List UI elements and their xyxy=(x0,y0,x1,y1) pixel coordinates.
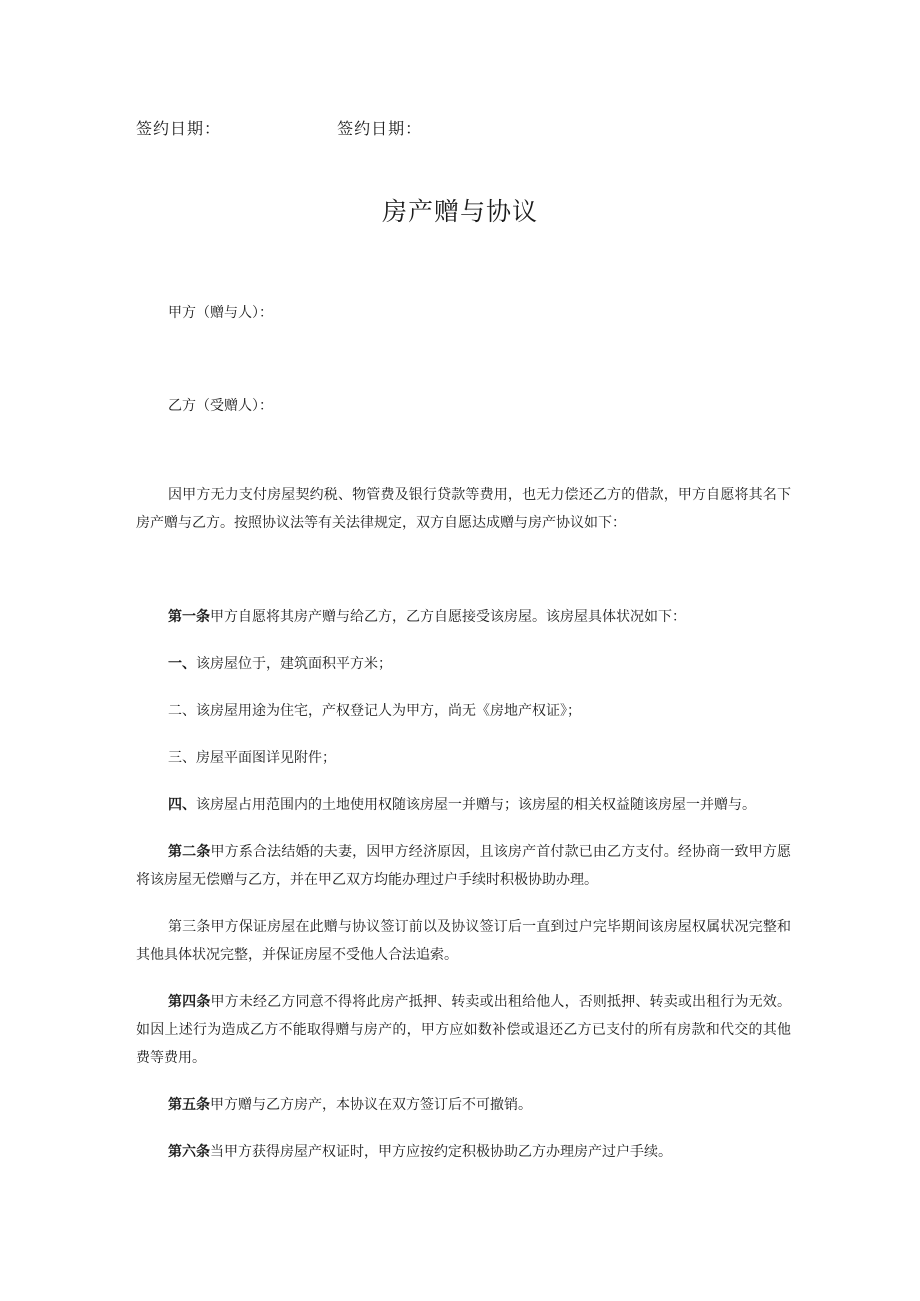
clause-text: 三、房屋平面图详见附件； xyxy=(168,750,336,766)
intro-section xyxy=(136,481,791,537)
clause-text: 该房屋位于，建筑面积平方米； xyxy=(196,656,392,672)
sign-date-a: 签约日期： xyxy=(136,119,222,138)
clause-label: 第一条 xyxy=(168,609,210,625)
clause-label: 一、 xyxy=(168,656,196,672)
clause-text: 甲方系合法结婚的夫妻，因甲方经济原因，且该房产首付款已由乙方支付。经协商一致甲方愿将该房屋无偿赠与乙方，并在甲乙双方均能办理过户手续时积极协助办理。 xyxy=(136,844,792,888)
party-a-label: 甲方（赠与人）： xyxy=(168,305,273,321)
intro-paragraph: 因甲方无力支付房屋契约税、物管费及银行贷款等费用，也无力偿还乙方的借款，甲方自愿将其名下房产赠与乙方。按照协议法等有关法律规定，双方自愿达成赠与房产协议如下： xyxy=(136,487,791,531)
sign-date-row xyxy=(136,116,422,139)
document-title: 房产赠与协议 xyxy=(381,197,538,226)
clause-label: 第二条 xyxy=(168,844,211,860)
clause-1 xyxy=(136,603,791,631)
clauses-section xyxy=(136,603,791,1185)
clause-1-item-1 xyxy=(136,650,791,678)
clause-2 xyxy=(136,838,791,894)
clause-text: 当甲方获得房屋产权证时，甲方应按约定积极协助乙方办理房产过户手续。 xyxy=(210,1144,672,1160)
clause-text: 甲方自愿将其房产赠与给乙方，乙方自愿接受该房屋。该房屋具体状况如下： xyxy=(210,609,686,625)
clause-1-item-2 xyxy=(136,697,791,725)
clause-6 xyxy=(136,1138,791,1166)
sign-date-b: 签约日期： xyxy=(337,119,423,138)
clause-3 xyxy=(136,913,791,969)
clause-1-item-4 xyxy=(136,791,791,819)
clause-label: 四、 xyxy=(168,797,196,813)
clause-4 xyxy=(136,988,791,1072)
clause-text: 甲方未经乙方同意不得将此房产抵押、转卖或出租给他人，否则抵押、转卖或出租行为无效。如因上述行为造成乙方不能取得赠与房产的，甲方应如数补偿或退还乙方已支付的所有房款和代交的其他费等费用。 xyxy=(136,994,792,1066)
clause-5 xyxy=(136,1091,791,1119)
clause-label: 第五条 xyxy=(168,1097,210,1113)
clause-text: 甲方赠与乙方房产，本协议在双方签订后不可撤销。 xyxy=(210,1097,532,1113)
clause-text: 第三条甲方保证房屋在此赠与协议签订前以及协议签订后一直到过户完毕期间该房屋权属状况完整和其他具体状况完整，并保证房屋不受他人合法追索。 xyxy=(136,919,791,963)
clause-text: 该房屋占用范围内的土地使用权随该房屋一并赠与；该房屋的相关权益随该房屋一并赠与。 xyxy=(196,797,756,813)
clause-text: 二、该房屋用途为住宅，产权登记人为甲方，尚无《房地产权证》； xyxy=(168,703,581,719)
clause-1-item-3 xyxy=(136,744,791,772)
clause-label: 第四条 xyxy=(168,994,211,1010)
clause-label: 第六条 xyxy=(168,1144,210,1160)
party-b-label: 乙方（受赠人）： xyxy=(168,398,273,414)
